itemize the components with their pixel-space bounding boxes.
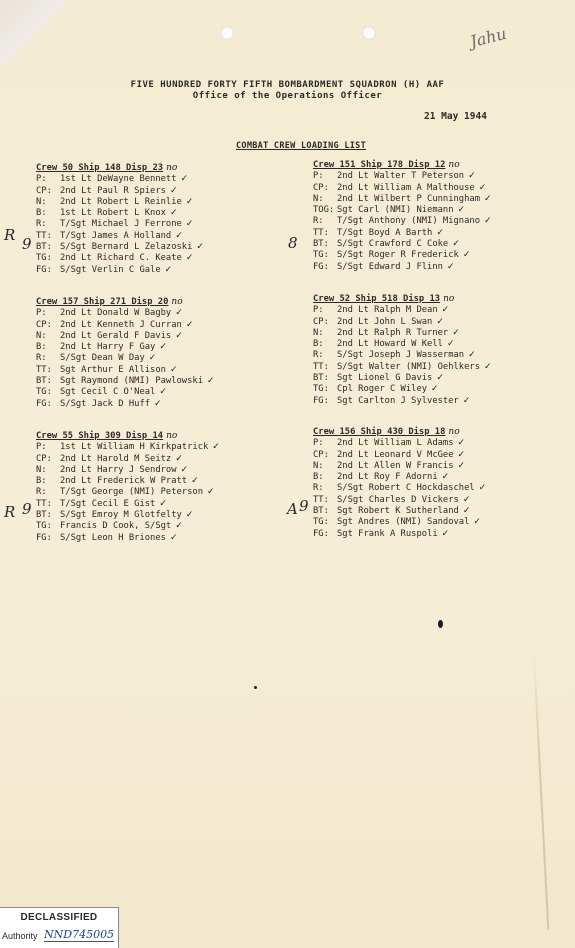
check-mark-icon: ✓: [212, 442, 220, 453]
crew-member-row: [313, 529, 486, 540]
crew-position: TOG:: [313, 205, 335, 216]
crew-block: [313, 294, 492, 407]
check-mark-icon: ✓: [452, 239, 460, 250]
crew-member-row: [313, 305, 492, 316]
check-mark-icon: ✓: [431, 384, 439, 395]
crew-member-row: [36, 499, 220, 510]
crew-member-row: [313, 194, 492, 205]
check-mark-icon: ✓: [185, 319, 194, 330]
crew-heading-row: [313, 294, 492, 305]
crew-position: N:: [313, 327, 324, 338]
crew-member-name: Sgt Andres (NMI) Sandoval: [337, 517, 470, 528]
crew-member-name: 2nd Lt Gerald F Davis: [60, 330, 172, 341]
margin-mark: A: [287, 500, 298, 518]
crew-block: [36, 297, 215, 410]
crew-position: FG:: [36, 398, 52, 409]
crew-member-name: S/Sgt Dean W Day: [60, 353, 145, 364]
crew-position: TT:: [313, 361, 329, 372]
check-mark-icon: ✓: [484, 361, 492, 372]
check-mark-icon: ✓: [441, 528, 450, 539]
crew-member-row: [313, 171, 492, 182]
crew-member-row: [313, 250, 492, 261]
crew-member-row: [36, 465, 220, 476]
crew-member-row: [313, 495, 486, 506]
crew-position: N:: [36, 464, 47, 475]
crew-position: BT:: [313, 373, 329, 384]
crew-position: B:: [36, 342, 47, 353]
check-mark-icon: ✓: [185, 253, 194, 264]
crew-member-name: Sgt Raymond (NMI) Pawlowski: [60, 376, 203, 387]
folded-corner: [0, 0, 70, 70]
crew-member-name: 2nd Lt Howard W Kell: [337, 339, 443, 350]
crew-position: BT:: [36, 376, 52, 387]
crew-member-name: S/Sgt Emroy M Glotfelty: [60, 510, 182, 521]
crew-position: TG:: [313, 517, 329, 528]
crew-member-row: [313, 228, 492, 239]
crew-member-name: 2nd Lt Harold M Seitz: [60, 453, 172, 464]
check-mark-icon: ✓: [207, 487, 215, 498]
crew-member-row: [313, 373, 492, 384]
crew-member-row: [36, 365, 215, 376]
crew-member-name: S/Sgt Bernard L Zelazoski: [60, 242, 193, 253]
crew-member-row: [36, 521, 220, 532]
crew-position: P:: [313, 305, 324, 316]
check-mark-icon: ✓: [462, 506, 471, 517]
crew-position: N:: [313, 460, 324, 471]
check-mark-icon: ✓: [446, 339, 455, 350]
crew-member-row: [36, 265, 204, 276]
check-mark-icon: ✓: [169, 364, 178, 375]
margin-mark: R: [4, 503, 16, 521]
crew-member-row: [36, 454, 220, 465]
ink-speck: [438, 620, 443, 628]
crew-member-row: [313, 339, 492, 350]
crew-position: B:: [313, 339, 324, 350]
crew-position: CP:: [36, 319, 52, 330]
stamp-authority-value: NND745005: [44, 928, 115, 941]
check-mark-icon: ✓: [484, 216, 492, 227]
crew-heading: Crew 50 Ship 148 Disp 23: [36, 163, 164, 173]
crew-position: TT:: [36, 364, 52, 375]
crew-member-name: 2nd Lt Frederick W Pratt: [60, 476, 188, 487]
handwritten-note: no: [171, 297, 183, 307]
check-mark-icon: ✓: [185, 196, 194, 207]
crew-member-name: 1st Lt DeWayne Bennett: [60, 174, 177, 185]
crew-member-name: 1st Lt William H Kirkpatrick: [60, 442, 209, 453]
check-mark-icon: ✓: [468, 350, 476, 361]
crew-position: BT:: [313, 239, 329, 250]
crew-member-name: Sgt Robert K Sutherland: [337, 506, 459, 517]
crew-member-name: S/Sgt Robert C Hockdaschel: [337, 483, 475, 494]
handwritten-note: no: [448, 160, 460, 170]
crew-member-name: 2nd Lt Robert L Reinlie: [60, 196, 182, 207]
crew-member-name: Sgt Cecil C O'Neal: [60, 387, 156, 398]
crew-member-row: [36, 342, 215, 353]
crew-member-row: [313, 183, 492, 194]
crew-member-row: [313, 328, 492, 339]
crew-member-name: S/Sgt Leon H Briones: [60, 532, 166, 543]
crew-position: P:: [36, 308, 47, 319]
crew-position: FG:: [313, 395, 329, 406]
check-mark-icon: ✓: [175, 330, 183, 341]
crew-position: P:: [36, 442, 47, 453]
office-heading: Office of the Operations Officer: [192, 91, 383, 101]
check-mark-icon: ✓: [169, 532, 178, 543]
crew-position: TT:: [313, 494, 329, 505]
crew-member-name: T/Sgt Michael J Ferrone: [60, 219, 182, 230]
crew-member-row: [313, 517, 486, 528]
crew-position: R:: [313, 350, 324, 361]
crew-member-name: S/Sgt Crawford C Coke: [337, 239, 449, 250]
crew-position: CP:: [313, 182, 329, 193]
crew-member-row: [313, 472, 486, 483]
crew-position: FG:: [313, 261, 329, 272]
crew-member-name: 1st Lt Robert L Knox: [60, 208, 166, 219]
crew-member-row: [36, 242, 204, 253]
check-mark-icon: ✓: [462, 494, 471, 505]
check-mark-icon: ✓: [452, 327, 460, 338]
crew-member-row: [36, 353, 215, 364]
crew-member-name: 2nd Lt William L Adams: [337, 438, 454, 449]
crew-position: N:: [313, 193, 324, 204]
check-mark-icon: ✓: [462, 395, 471, 406]
punch-hole: [362, 26, 376, 40]
crew-position: R:: [313, 216, 324, 227]
check-mark-icon: ✓: [154, 398, 162, 409]
crew-block: [313, 160, 492, 273]
crew-member-row: [36, 510, 220, 521]
crew-position: N:: [36, 330, 47, 341]
crew-position: TG:: [36, 253, 52, 264]
check-mark-icon: ✓: [436, 316, 444, 327]
crew-member-name: Francis D Cook, S/Sgt: [60, 521, 172, 532]
crew-member-name: 2nd Lt Ralph M Dean: [337, 305, 438, 316]
crew-member-row: [313, 438, 486, 449]
crew-position: TT:: [36, 230, 52, 241]
crew-position: R:: [36, 487, 47, 498]
crew-member-name: T/Sgt George (NMI) Peterson: [60, 487, 203, 498]
crew-member-row: [36, 376, 215, 387]
handwritten-initials: Jahu: [468, 23, 509, 52]
crew-block: [36, 163, 204, 276]
crew-block: [313, 427, 486, 540]
margin-mark: R: [4, 226, 16, 244]
check-mark-icon: ✓: [484, 193, 492, 204]
crew-member-name: Sgt Carlton J Sylvester: [337, 395, 459, 406]
crew-member-row: [36, 308, 215, 319]
crew-heading-row: [313, 427, 486, 438]
crew-member-row: [36, 174, 204, 185]
check-mark-icon: ✓: [180, 464, 189, 475]
check-mark-icon: ✓: [457, 438, 466, 449]
check-mark-icon: ✓: [159, 342, 167, 353]
crew-member-row: [36, 331, 215, 342]
crew-position: P:: [36, 174, 47, 185]
crew-position: CP:: [36, 453, 52, 464]
crew-position: N:: [36, 196, 47, 207]
check-mark-icon: ✓: [164, 264, 173, 275]
crew-heading: Crew 156 Ship 430 Disp 18: [313, 427, 446, 437]
crew-member-name: 2nd Lt Harry J Sendrow: [60, 464, 177, 475]
crew-member-name: T/Sgt Anthony (NMI) Mignano: [337, 216, 480, 227]
check-mark-icon: ✓: [175, 521, 183, 532]
crew-member-row: [313, 262, 492, 273]
check-mark-icon: ✓: [457, 205, 466, 216]
crew-heading-row: [36, 431, 220, 442]
crew-member-row: [36, 487, 220, 498]
handwritten-note: no: [443, 294, 455, 304]
check-mark-icon: ✓: [185, 510, 194, 521]
crew-position: TG:: [313, 250, 329, 261]
crew-member-name: T/Sgt Boyd A Barth: [337, 227, 433, 238]
check-mark-icon: ✓: [446, 261, 455, 272]
crew-position: R:: [313, 483, 324, 494]
crew-position: TG:: [36, 387, 52, 398]
crew-member-row: [313, 450, 486, 461]
crew-member-name: S/Sgt Verlin C Gale: [60, 264, 161, 275]
crew-member-row: [313, 239, 492, 250]
crew-member-row: [36, 320, 215, 331]
crew-member-row: [36, 533, 220, 544]
crew-position: P:: [313, 171, 324, 182]
crew-member-row: [313, 506, 486, 517]
check-mark-icon: ✓: [436, 373, 444, 384]
crew-member-name: 2nd Lt Roy F Adorni: [337, 472, 438, 483]
crew-member-row: [313, 384, 492, 395]
crew-member-name: T/Sgt Cecil E Gist: [60, 498, 156, 509]
crew-member-row: [36, 186, 204, 197]
check-mark-icon: ✓: [169, 185, 178, 196]
check-mark-icon: ✓: [457, 449, 466, 460]
crew-member-row: [313, 350, 492, 361]
crew-member-name: T/Sgt James A Holland: [60, 230, 172, 241]
margin-mark: 8: [288, 234, 298, 252]
handwritten-note: no: [166, 431, 178, 441]
crew-member-row: [313, 362, 492, 373]
check-mark-icon: ✓: [457, 460, 466, 471]
check-mark-icon: ✓: [175, 308, 183, 319]
check-mark-icon: ✓: [473, 517, 481, 528]
crew-member-row: [36, 208, 204, 219]
check-mark-icon: ✓: [441, 305, 450, 316]
crew-member-name: 2nd Lt Allen W Francis: [337, 460, 454, 471]
crew-position: R:: [36, 219, 47, 230]
check-mark-icon: ✓: [441, 472, 450, 483]
check-mark-icon: ✓: [180, 174, 189, 185]
check-mark-icon: ✓: [462, 250, 471, 261]
crew-position: BT:: [313, 506, 329, 517]
check-mark-icon: ✓: [169, 208, 178, 219]
crew-member-row: [313, 461, 486, 472]
crew-member-name: S/Sgt Edward J Flinn: [337, 261, 443, 272]
crew-heading: Crew 52 Ship 518 Disp 13: [313, 294, 441, 304]
check-mark-icon: ✓: [191, 476, 199, 487]
crew-member-name: Sgt Lionel G Davis: [337, 373, 433, 384]
list-title: COMBAT CREW LOADING LIST: [236, 141, 367, 151]
crew-position: CP:: [313, 449, 329, 460]
crew-member-name: S/Sgt Roger R Frederick: [337, 250, 459, 261]
check-mark-icon: ✓: [175, 230, 183, 241]
crew-member-row: [36, 387, 215, 398]
crew-heading: Crew 55 Ship 309 Disp 14: [36, 431, 164, 441]
crew-position: TG:: [313, 384, 329, 395]
crew-heading: Crew 157 Ship 271 Disp 20: [36, 297, 169, 307]
crew-member-name: 2nd Lt Ralph R Turner: [337, 327, 449, 338]
crew-member-name: 2nd Lt Wilbert P Cunningham: [337, 193, 480, 204]
crew-heading-row: [36, 297, 215, 308]
crew-position: B:: [313, 472, 324, 483]
stamp-title: DECLASSIFIED: [20, 912, 98, 923]
check-mark-icon: ✓: [478, 182, 487, 193]
crew-member-row: [36, 253, 204, 264]
paper-crease: [533, 650, 550, 930]
crew-member-name: 2nd Lt Walter T Peterson: [337, 171, 465, 182]
crew-position: TT:: [313, 227, 329, 238]
squadron-heading: FIVE HUNDRED FORTY FIFTH BOMBARDMENT SQUADRON (H) AAF: [130, 80, 445, 90]
crew-position: CP:: [313, 316, 329, 327]
crew-member-row: [313, 205, 492, 216]
crew-member-row: [313, 483, 486, 494]
check-mark-icon: ✓: [478, 483, 487, 494]
crew-member-row: [313, 396, 492, 407]
handwritten-note: no: [166, 163, 178, 173]
check-mark-icon: ✓: [468, 171, 476, 182]
check-mark-icon: ✓: [436, 227, 444, 238]
crew-member-name: 2nd Lt William A Malthouse: [337, 182, 475, 193]
crew-member-name: Sgt Frank A Ruspoli: [337, 528, 438, 539]
crew-member-name: S/Sgt Charles D Vickers: [337, 494, 459, 505]
check-mark-icon: ✓: [185, 219, 194, 230]
crew-member-row: [36, 219, 204, 230]
stamp-authority-label: Authority: [2, 931, 38, 941]
crew-position: FG:: [313, 528, 329, 539]
crew-member-name: S/Sgt Jack D Huff: [60, 398, 151, 409]
crew-member-row: [36, 399, 215, 410]
crew-member-name: 2nd Lt John L Swan: [337, 316, 433, 327]
declassified-stamp: [0, 907, 119, 948]
crew-position: B:: [36, 208, 47, 219]
crew-member-name: S/Sgt Walter (NMI) Oehlkers: [337, 361, 480, 372]
crew-position: R:: [36, 353, 47, 364]
crew-member-name: 2nd Lt Harry F Gay: [60, 342, 156, 353]
crew-position: BT:: [36, 510, 52, 521]
crew-heading: Crew 151 Ship 178 Disp 12: [313, 160, 446, 170]
crew-member-name: 2nd Lt Richard C. Keate: [60, 253, 182, 264]
crew-member-row: [36, 197, 204, 208]
crew-position: P:: [313, 438, 324, 449]
crew-member-name: 2nd Lt Donald W Bagby: [60, 308, 172, 319]
crew-member-name: S/Sgt Joseph J Wasserman: [337, 350, 465, 361]
crew-position: TT:: [36, 498, 52, 509]
crew-member-row: [313, 317, 492, 328]
punch-hole: [220, 26, 234, 40]
check-mark-icon: ✓: [159, 498, 167, 509]
crew-member-row: [36, 476, 220, 487]
crew-member-row: [36, 442, 220, 453]
crew-position: FG:: [36, 532, 52, 543]
margin-mark: 9: [299, 497, 309, 515]
crew-position: TG:: [36, 521, 52, 532]
crew-heading-row: [313, 160, 492, 171]
crew-member-name: Sgt Arthur E Allison: [60, 364, 166, 375]
check-mark-icon: ✓: [196, 242, 204, 253]
document-date: 21 May 1944: [424, 111, 487, 122]
crew-block: [36, 431, 220, 544]
crew-position: BT:: [36, 242, 52, 253]
handwritten-note: no: [448, 427, 460, 437]
crew-heading-row: [36, 163, 204, 174]
crew-position: FG:: [36, 264, 52, 275]
check-mark-icon: ✓: [175, 453, 183, 464]
crew-member-name: 2nd Lt Kenneth J Curran: [60, 319, 182, 330]
crew-position: CP:: [36, 185, 52, 196]
margin-mark: 9: [22, 500, 32, 518]
check-mark-icon: ✓: [148, 353, 157, 364]
ink-speck: [254, 686, 257, 689]
crew-member-row: [36, 231, 204, 242]
margin-mark: 9: [22, 235, 32, 253]
crew-member-name: 2nd Lt Leonard V McGee: [337, 449, 454, 460]
crew-member-name: Cpl Roger C Wiley: [337, 384, 428, 395]
check-mark-icon: ✓: [207, 376, 215, 387]
crew-member-row: [313, 216, 492, 227]
crew-position: B:: [36, 476, 47, 487]
check-mark-icon: ✓: [159, 387, 167, 398]
crew-member-name: 2nd Lt Paul R Spiers: [60, 185, 166, 196]
crew-member-name: Sgt Carl (NMI) Niemann: [337, 205, 454, 216]
